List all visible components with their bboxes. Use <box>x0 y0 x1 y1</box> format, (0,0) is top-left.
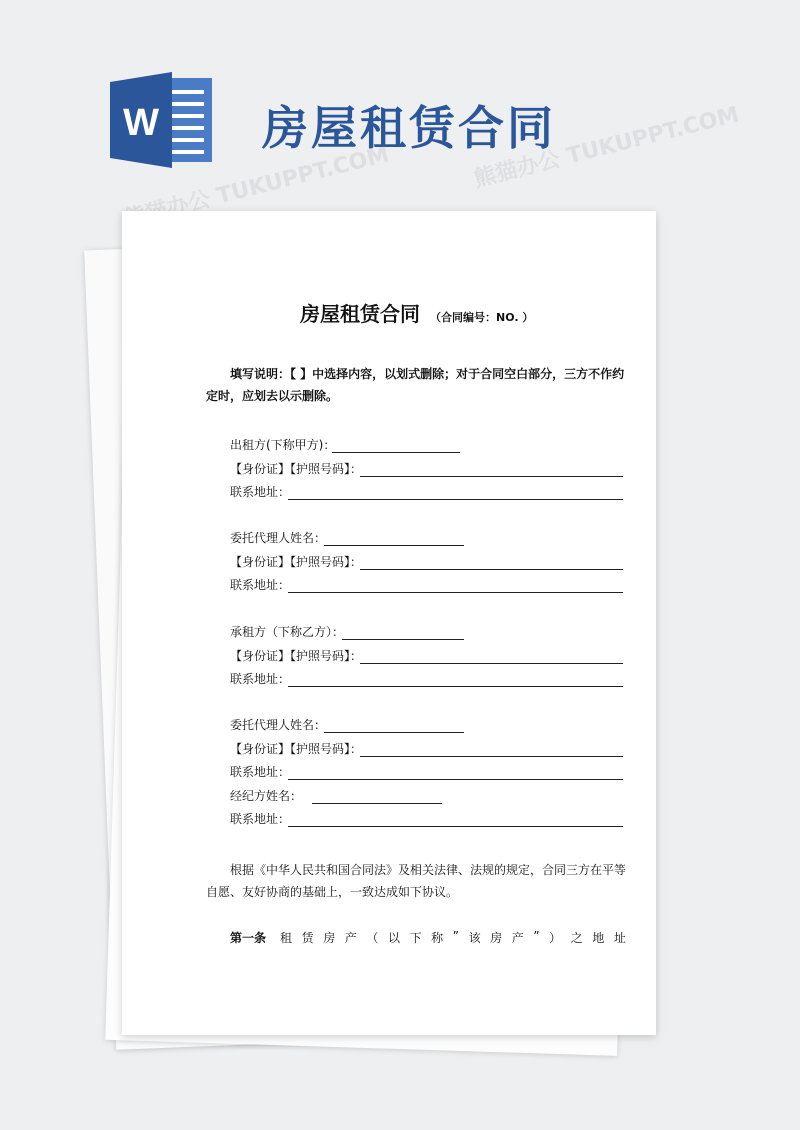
lessee-address-field[interactable] <box>230 670 623 690</box>
field-label: 联系地址： <box>230 485 291 499</box>
watermark: 熊猫办公 TUKUPPT.COM <box>121 142 392 233</box>
lessor-id-field[interactable] <box>230 460 623 480</box>
field-label: 联系地址： <box>230 765 291 779</box>
article-char: 租 <box>280 931 293 945</box>
lessor-agent-address-field[interactable] <box>230 576 623 596</box>
article-char: 房 <box>490 931 503 945</box>
field-label: 联系地址： <box>230 672 291 686</box>
lessor-agent-field[interactable] <box>230 529 464 549</box>
field-label: 【身份证】【护照号码】： <box>230 555 363 569</box>
document-title-text: 房屋租赁合同 <box>300 302 420 326</box>
blank-line <box>288 499 623 500</box>
article-char: 以 <box>387 931 400 945</box>
preamble-paragraph: 根据《中华人民共和国合同法》及相关法律、法规的规定，合同三方在平等自愿、友好协商的基础上，一致达成如下协议。 <box>206 863 627 899</box>
blank-line <box>288 592 623 593</box>
blank-line <box>324 732 464 733</box>
blank-line <box>360 756 623 757</box>
field-label: 联系地址： <box>230 812 291 826</box>
article-char: ” <box>452 929 459 943</box>
document-page <box>122 211 656 1035</box>
blank-line <box>288 826 623 827</box>
blank-line <box>288 779 623 780</box>
field-label: 【身份证】【护照号码】： <box>230 742 363 756</box>
broker-address-field[interactable] <box>230 810 623 830</box>
blank-line <box>360 476 623 477</box>
blank-line <box>312 803 442 804</box>
field-label: 委托代理人姓名： <box>230 531 327 545</box>
blank-line <box>360 569 623 570</box>
article-text <box>280 929 626 946</box>
logo-letter: W <box>123 102 159 144</box>
lessor-field[interactable] <box>230 436 460 456</box>
lessee-field[interactable] <box>230 623 464 643</box>
article-char: 该 <box>468 931 481 945</box>
field-label: 出租方(下称甲方)： <box>230 438 336 452</box>
article-char: 地 <box>592 931 605 945</box>
blank-line <box>324 545 464 546</box>
watermark: 熊猫办公 TUKUPPT.COM <box>471 102 742 193</box>
article-char: 赁 <box>301 931 314 945</box>
blank-line <box>288 686 623 687</box>
blank-line <box>360 663 623 664</box>
article-char: ） <box>549 931 562 945</box>
banner <box>0 0 800 200</box>
article-char: 称 <box>431 931 444 945</box>
lessee-agent-address-field[interactable] <box>230 763 623 783</box>
article-char: 之 <box>570 931 583 945</box>
article-char: （ <box>366 931 379 945</box>
lessee-agent-field[interactable] <box>230 716 464 736</box>
lessee-id-field[interactable] <box>230 647 623 667</box>
blank-line <box>332 452 460 453</box>
banner-title: 房屋租赁合同 <box>262 101 556 155</box>
contract-number: （合同编号：NO. ） <box>430 311 534 324</box>
broker-field[interactable] <box>230 787 442 807</box>
lessee-agent-id-field[interactable] <box>230 740 623 760</box>
fill-instruction: 填写说明：【 】中选择内容，以划式删除；对于合同空白部分，三方不作约定时，应划去以示删除。 <box>206 367 625 403</box>
lessor-agent-id-field[interactable] <box>230 553 623 573</box>
field-label: 经纪方姓名： <box>230 789 303 803</box>
word-document-icon <box>110 72 214 168</box>
field-label: 委托代理人姓名： <box>230 718 327 732</box>
article-char: 下 <box>409 931 422 945</box>
field-label: 承租方（下称乙方）： <box>230 625 345 639</box>
field-label: 【身份证】【护照号码】： <box>230 462 363 476</box>
article-one <box>230 929 626 946</box>
article-char: 房 <box>323 931 336 945</box>
blank-line <box>342 639 464 640</box>
lessor-address-field[interactable] <box>230 483 623 503</box>
field-label: 【身份证】【护照号码】： <box>230 649 363 663</box>
article-char: 产 <box>344 931 357 945</box>
article-char: ” <box>533 929 540 943</box>
article-char: 产 <box>511 931 524 945</box>
article-heading: 第一条 <box>230 931 267 945</box>
document-title <box>300 298 533 327</box>
field-label: 联系地址： <box>230 578 291 592</box>
article-char: 址 <box>613 931 626 945</box>
